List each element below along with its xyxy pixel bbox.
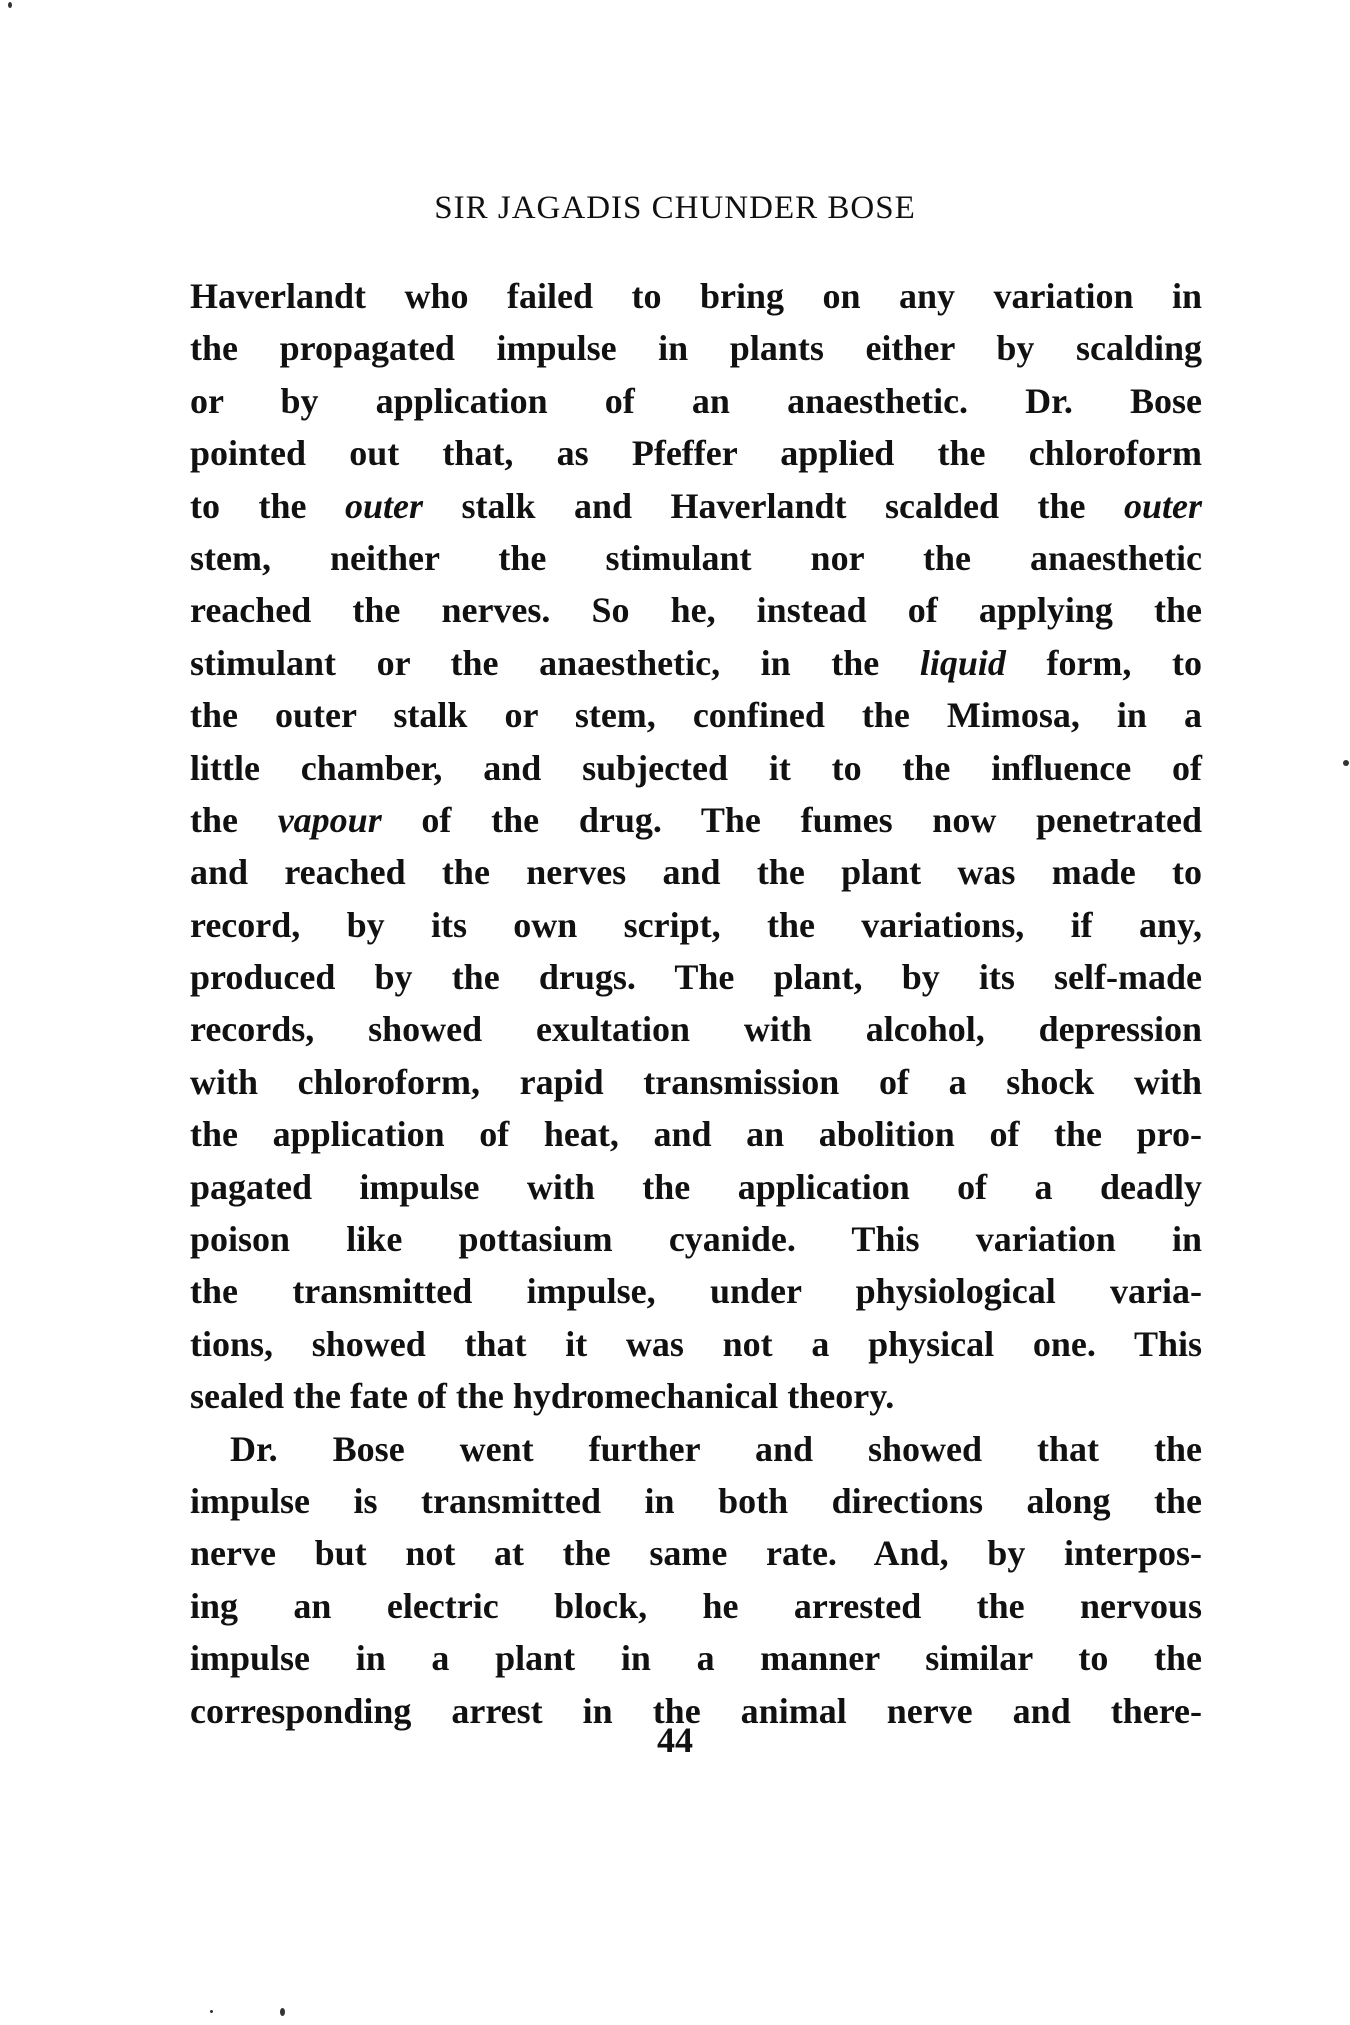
text-line: the outer stalk or stem, confined the Mimosa, in a [190,695,1202,736]
text-line: corresponding arrest in the animal nerve and there- [190,1690,1202,1731]
text-line: impulse in a plant in a manner similar to the [190,1638,1202,1679]
text-run: to the [190,485,345,526]
italic-word: outer [344,485,423,526]
text-line [190,480,1202,532]
text-line: nerve but not at the same rate. And, by interpos- [190,1533,1202,1574]
text-run: form, to [1005,642,1202,683]
text-line: record, by its own script, the variations, if any, [190,904,1202,945]
text-line: pointed out that, as Pfeffer applied the chloroform [190,433,1202,474]
text-line: impulse is transmitted in both directions along the [190,1480,1202,1521]
scan-speck [210,2010,213,2013]
text-line: the transmitted impulse, under physiological varia- [190,1271,1202,1312]
scan-speck [8,2,12,8]
text-line: produced by the drugs. The plant, by its self-made [190,957,1202,998]
text-line: little chamber, and subjected it to the influence of [190,747,1202,788]
body-text [190,270,1202,1737]
text-run: the [190,799,278,840]
text-line: stem, neither the stimulant nor the anaesthetic [190,537,1202,578]
italic-word: liquid [919,642,1006,683]
text-run: stimulant or the anaesthetic, in the [190,642,920,683]
text-line: pagated impulse with the application of a deadly [190,1166,1202,1207]
italic-word: vapour [277,799,382,840]
text-line: Haverlandt who failed to bring on any variation in [190,276,1202,316]
page-number: 44 [657,1720,693,1760]
text-line: reached the nerves. So he, instead of applying the [190,590,1202,631]
text-line: and reached the nerves and the plant was made to [190,852,1202,893]
text-line: or by application of an anaesthetic. Dr. Bose [190,380,1202,421]
text-line: records, showed exultation with alcohol, depression [190,1009,1202,1050]
text-line: poison like pottasium cyanide. This variation in [190,1219,1202,1260]
text-run: of the drug. The fumes now penetrated [381,799,1202,840]
text-line: Dr. Bose went further and showed that the [230,1428,1202,1469]
text-line: the propagated impulse in plants either by scalding [190,328,1202,369]
text-line: the application of heat, and an abolition of the pro- [190,1114,1202,1155]
running-head: SIR JAGADIS CHUNDER BOSE [434,190,916,226]
scan-speck [1343,760,1349,766]
text-line: sealed the fate of the hydromechanical theory. [190,1376,895,1417]
text-line: with chloroform, rapid transmission of a shock with [190,1061,1202,1102]
text-line: tions, showed that it was not a physical one. This [190,1323,1202,1364]
text-line: ing an electric block, he arrested the nervous [190,1585,1202,1626]
text-line [190,637,1202,689]
italic-word: outer [1123,485,1202,526]
text-run: stalk and Haverlandt scalded the [422,485,1124,526]
scan-speck [280,2008,285,2016]
text-line [190,794,1202,846]
